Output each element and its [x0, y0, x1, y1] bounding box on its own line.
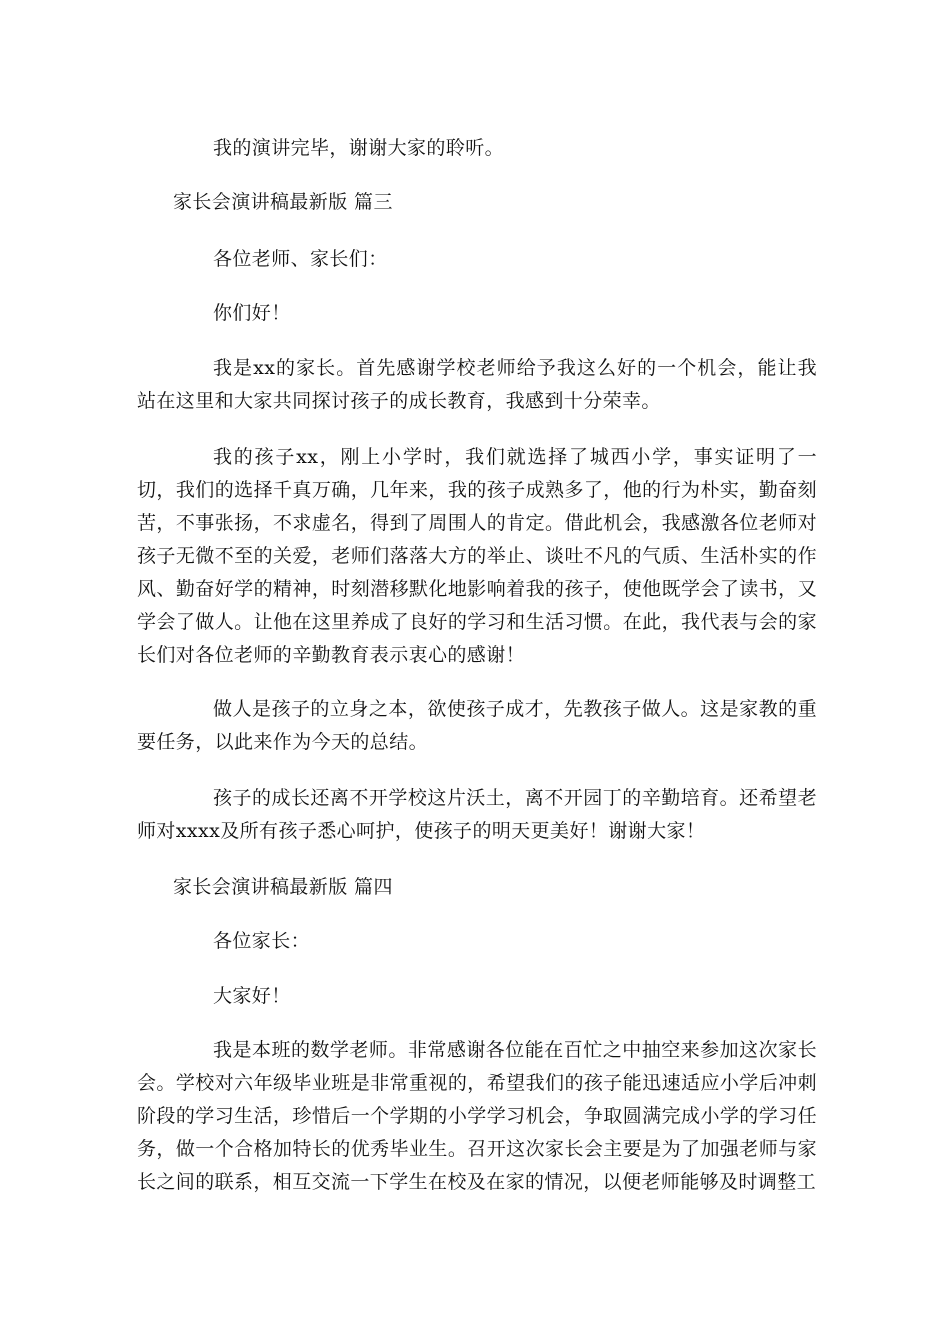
body-paragraph: 孩子的成长还离不开学校这片沃土，离不开园丁的辛勤培育。还希望老师对xxxx及所有孩子悉心呵护，使孩子的明天更美好！谢谢大家！ — [137, 787, 817, 842]
section-heading-3: 家长会演讲稿最新版 篇三 — [173, 191, 393, 213]
body-paragraph: 我是本班的数学老师。非常感谢各位能在百忙之中抽空来参加这次家长会。学校对六年级毕业班是非常重视的，希望我们的孩子能迅速适应小学后冲刺阶段的学习生活，珍惜后一个学期的小学学习机会，争取圆满完成小学的学习任务，做一个合格加特长的优秀毕业生。召开这次家长会主要是为了加强老师与家长之间的联系，相互交流一下学生在校及在家的情况，以便老师能够及时调整工 — [137, 1039, 817, 1193]
body-paragraph: 我的孩子xx，刚上小学时，我们就选择了城西小学，事实证明了一切，我们的选择千真万确，几年来，我的孩子成熟多了，他的行为朴实，勤奋刻苦，不事张扬，不求虚名，得到了周围人的肯定。借此机会，我感激各位老师对孩子无微不至的关爱，老师们落落大方的举止、谈吐不凡的气质、生活朴实的作风、勤奋好学的精神，时刻潜移默化地影响着我的孩子，使他既学会了读书，又学会了做人。让他在这里养成了良好的学习和生活习惯。在此，我代表与会的家长们对各位老师的辛勤教育表示衷心的感谢！ — [137, 446, 817, 666]
greeting-paragraph: 大家好！ — [213, 985, 291, 1007]
closing-paragraph: 我的演讲完毕，谢谢大家的聆听。 — [213, 137, 505, 159]
body-paragraph: 我是xx的家长。首先感谢学校老师给予我这么好的一个机会，能让我站在这里和大家共同探讨孩子的成长教育，我感到十分荣幸。 — [137, 357, 817, 412]
body-paragraph: 做人是孩子的立身之本，欲使孩子成才，先教孩子做人。这是家教的重要任务，以此来作为今天的总结。 — [137, 698, 817, 753]
section-heading-4: 家长会演讲稿最新版 篇四 — [173, 876, 393, 898]
salutation-paragraph: 各位家长： — [213, 930, 311, 952]
salutation-paragraph: 各位老师、家长们： — [213, 248, 388, 270]
greeting-paragraph: 你们好！ — [213, 302, 291, 324]
